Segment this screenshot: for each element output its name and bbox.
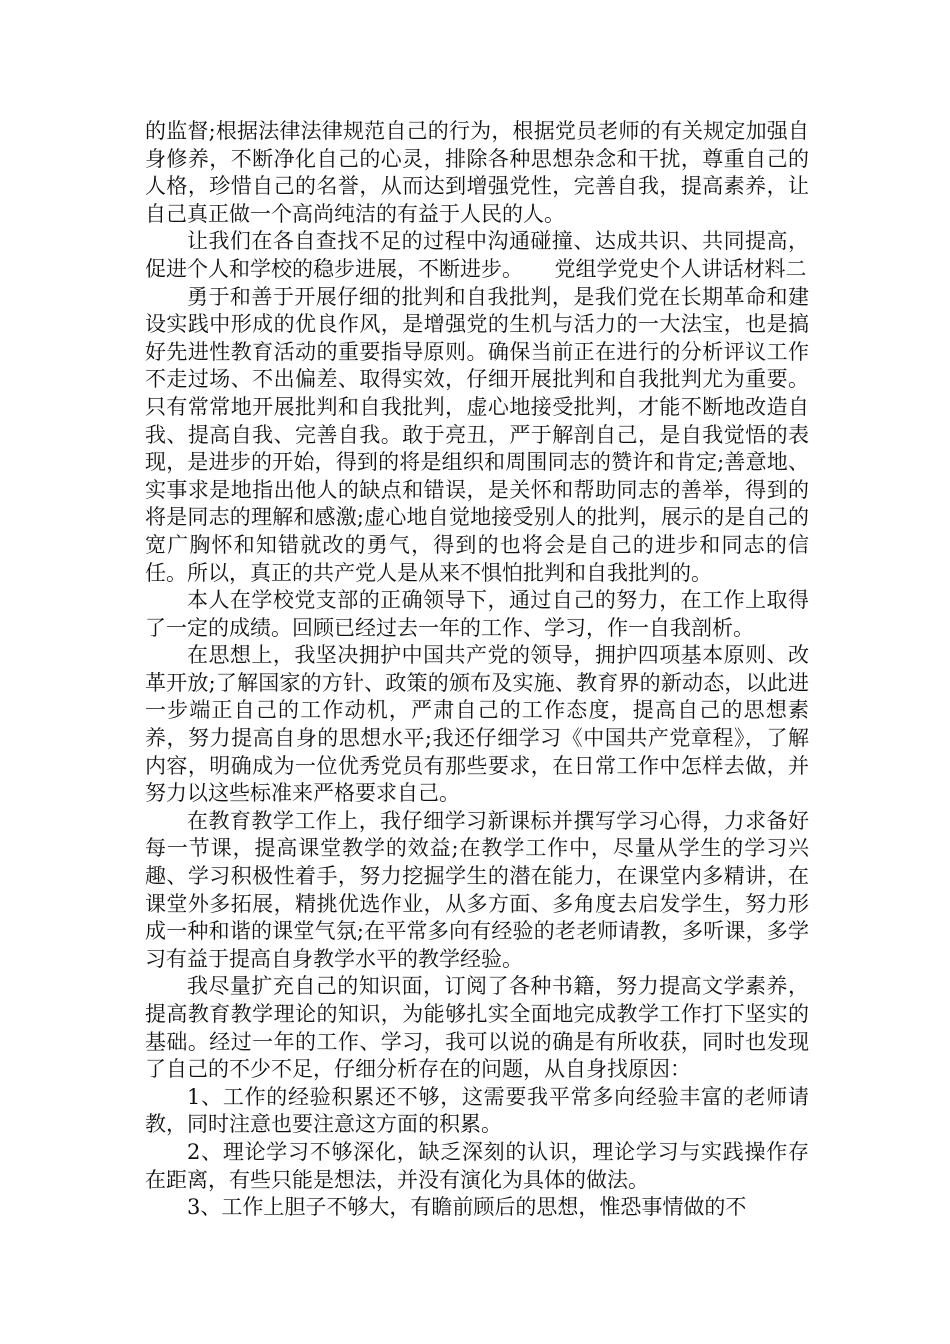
document-page	[145, 118, 809, 1222]
paragraph-5: 在思想上，我坚决拥护中国共产党的领导，拥护四项基本原则、改革开放;了解国家的方针、政策的颁布及实施、教育界的新动态，以此进一步端正自己的工作动机，严肃自己的工作态度，提高自己的思想素养，努力提高自身的思想水平;我还仔细学习《中国共产党章程》，了解内容，明确成为一位优秀党员有那些要求，在日常工作中怎样去做，并努力以这些标准来严格要求自己。	[145, 643, 809, 806]
paragraph-7: 我尽量扩充自己的知识面，订阅了各种书籍，努力提高文学素养，提高教育教学理论的知识，为能够扎实全面地完成教学工作打下坚实的基础。经过一年的工作、学习，我可以说的确是有所收获，同时也发现了自己的不少不足，仔细分析存在的问题，从自身找原因：	[145, 974, 809, 1082]
paragraph-3: 勇于和善于开展仔细的批判和自我批判，是我们党在长期革命和建设实践中形成的优良作风，是增强党的生机与活力的一大法宝，也是搞好先进性教育活动的重要指导原则。确保当前正在进行的分析评议工作不走过场、不出偏差、取得实效，仔细开展批判和自我批判尤为重要。只有常常地开展批判和自我批判，虚心地接受批判，才能不断地改造自我、提高自我、完善自我。敢于亮丑，严于解剖自己，是自我觉悟的表现，是进步的开始，得到的将是组织和周围同志的赞许和肯定;善意地、实事求是地指出他人的缺点和错误，是关怀和帮助同志的善举，得到的将是同志的理解和感激;虚心地自觉地接受别人的批判，展示的是自己的宽广胸怀和知错就改的勇气，得到的也将会是自己的进步和同志的信任。所以，真正的共产党人是从来不惧怕批判和自我批判的。	[145, 284, 809, 585]
list-item-1: 1、工作的经验积累还不够，这需要我平常多向经验丰富的老师请教，同时注意也要注意这方面的积累。	[145, 1084, 809, 1137]
list-item-3: 3、工作上胆子不够大，有瞻前顾后的思想，惟恐事情做的不	[187, 1195, 747, 1220]
list-item-2: 2、理论学习不够深化，缺乏深刻的认识，理论学习与实践操作存在距离，有些只能是想法，并没有演化为具体的做法。	[145, 1139, 809, 1192]
paragraph-4: 本人在学校党支部的正确领导下，通过自己的努力，在工作上取得了一定的成绩。回顾已经过去一年的工作、学习，作一自我剖析。	[145, 588, 809, 640]
paragraph-1: 的监督;根据法律法律规范自己的行为，根据党员老师的有关规定加强自身修养，不断净化自己的心灵，排除各种思想杂念和干扰，尊重自己的人格，珍惜自己的名誉，从而达到增强党性，完善自我，提高素养，让自己真正做一个高尚纯洁的有益于人民的人。	[145, 119, 809, 226]
paragraph-6: 在教育教学工作上，我仔细学习新课标并撰写学习心得，力求备好每一节课，提高课堂教学的效益;在教学工作中，尽量从学生的学习兴趣、学习积极性着手，努力挖掘学生的潜在能力，在课堂内多精讲，在课堂外多拓展，精挑优选作业，从多方面、多角度去启发学生，努力形成一种和谐的课堂气氛;在平常多向有经验的老老师请教，多听课，多学习有益于提高自身教学水平的教学经验。	[145, 808, 809, 971]
paragraph-2: 让我们在各自查找不足的过程中沟通碰撞、达成共识、共同提高，促进个人和学校的稳步进展，不断进步。 党组学党史个人讲话材料二	[145, 229, 809, 281]
